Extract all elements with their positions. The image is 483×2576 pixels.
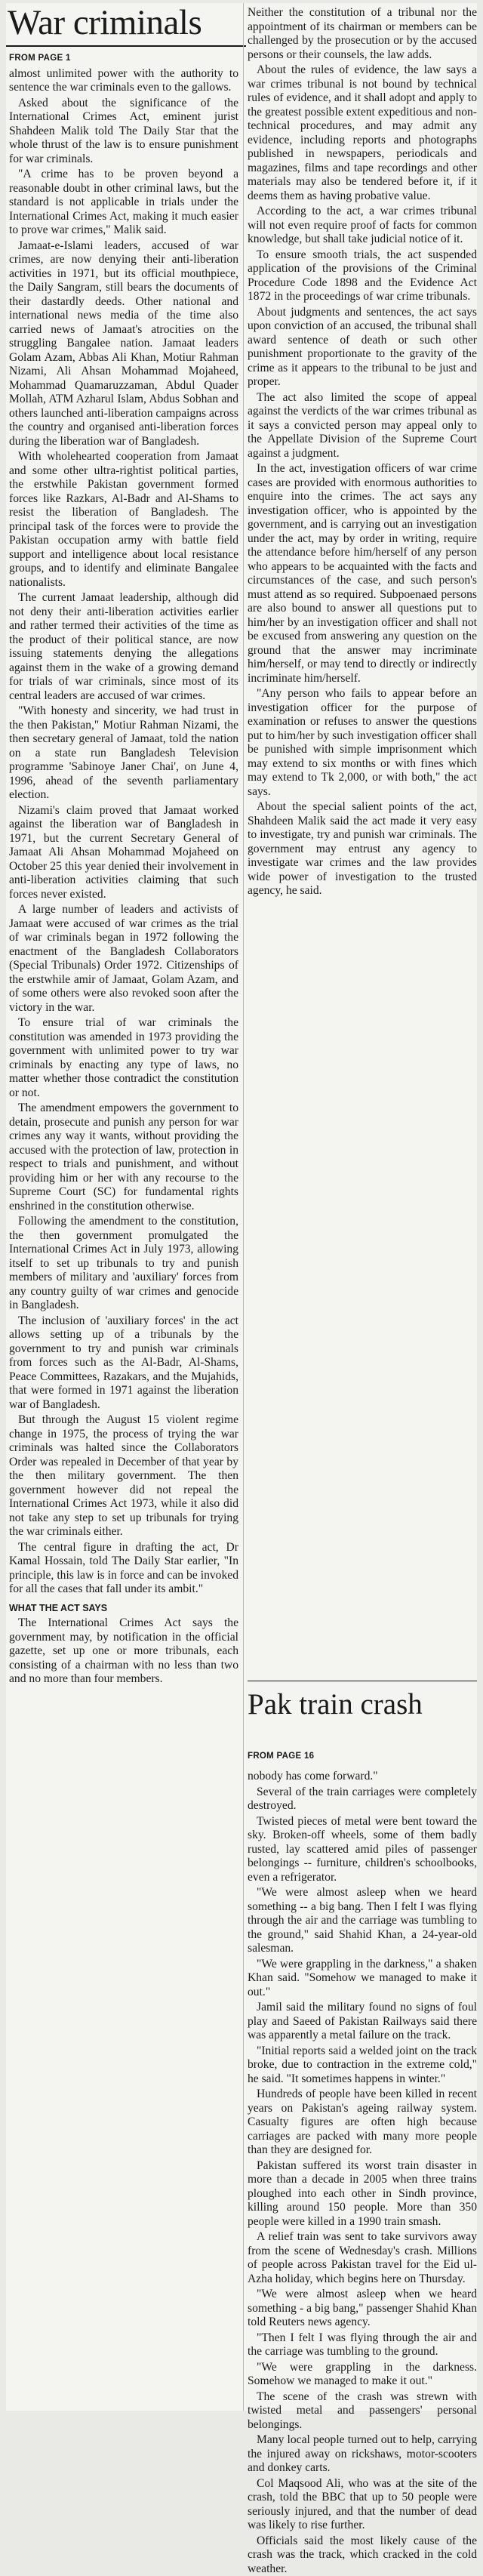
pak-train-crash-headline: Pak train crash <box>248 1688 477 1721</box>
paragraph: The central figure in drafting the act, Dr Kamal Hossain, told The Daily Star earlier, "In principle, this law is in force and can be invoked for all the cases that fall under its ambit." <box>9 1541 238 1597</box>
paragraph: "We were almost asleep when we heard something - a big bang," passenger Shahid Khan told Reuters news agency. <box>248 2288 477 2330</box>
paragraph: almost unlimited power with the authority to sentence the war criminals even to the gallows. <box>9 67 238 95</box>
paragraph: Pakistan suffered its worst train disaster in more than a decade in 2005 when three trains ploughed into each other in Sindh province, killing around 150 people. More than 350 people were killed in a 1990 train smash. <box>248 2159 477 2229</box>
paragraph: About the special salient points of the act, Shahdeen Malik said the act made it very easy to investigate, try and punish war criminals. The government may entrust any agency to investigate war crimes and the law provides wide power of investigation to the trusted agency, he said. <box>248 800 477 898</box>
paragraph: To ensure trial of war criminals the constitution was amended in 1973 providing the government with unlimited power to try war criminals by enacting any type of laws, no matter whether those contradict the constitution or not. <box>9 1016 238 1100</box>
paragraph: A relief train was sent to take survivors away from the scene of Wednesday's crash. Millions of people across Pakistan travel for the Eid ul-Azha holiday, which begins here on Thursday. <box>248 2230 477 2286</box>
paragraph: "Initial reports said a welded joint on the track broke, due to contraction in the extreme cold," he said. "It sometimes happens in winter." <box>248 2044 477 2087</box>
what-the-act-says-subhead: WHAT THE ACT SAYS <box>9 1601 238 1616</box>
paragraph: Col Maqsood Ali, who was at the site of the crash, told the BBC that up to 50 people were seriously injured, and that the number of dead was likely to rise further. <box>248 2477 477 2533</box>
paragraph: In the act, investigation officers of war crime cases are provided with enormous authorities to enquire into the crimes. The act says any investigation officer, who is appointed by the government, and is carrying out an investigation under the act, may by order in writing, require the attendance before him/herself of any person who appears to be acquainted with the facts and circumstances of the case, and such person's must attend as so required. Subpoenaed persons are also bound to answer all questions put to him/her by an investigation officer and shall not be excused from answering any question on the ground that the answer may incriminate him/herself, or may tend to directly or indirectly incriminate him/herself. <box>248 462 477 686</box>
paragraph: The scene of the crash was strewn with twisted metal and passengers' personal belongings. <box>248 2390 477 2433</box>
from-page-label: FROM PAGE 1 <box>9 51 238 66</box>
pak-train-crash-body <box>248 1770 477 2576</box>
paragraph: With wholehearted cooperation from Jamaat and some other ultra-rightist political parties, the erstwhile Pakistan government formed forces like Razkars, Al-Badr and Al-Shams to resist the liberation of Bangladesh. The principal task of the forces were to provide the Pakistan occupation army with battle field support and intelligence about local resistance groups, and to identify and eliminate Bangalee nationalists. <box>9 450 238 590</box>
paragraph: "Then I felt I was flying through the air and the carriage was tumbling to the ground. <box>248 2331 477 2359</box>
paragraph: Jamaat-e-Islami leaders, accused of war crimes, are now denying their anti-liberation activities in 1971, but its official mouthpiece, the Daily Sangram, still bears the documents of their dastardly deeds. Other national and international news media of the time also carried news of Jamaat's atrocities on the struggling Bangalee nation. Jamaat leaders Golam Azam, Abbas Ali Khan, Motiur Rahman Nizami, Ali Ahsan Mohammad Mojaheed, Mohammad Quamaruzzaman, Abdul Quader Mollah, ATM Azharul Islam, Abdus Sobhan and others launched anti-liberation campaigns across the country and organised anti-liberation forces during the liberation war of Bangladesh. <box>9 239 238 449</box>
war-criminals-body-left <box>9 67 238 1597</box>
paragraph: nobody has come forward." <box>248 1770 477 1784</box>
paragraph: Following the amendment to the constitution, the then government promulgated the International Crimes Act in July 1973, allowing itself to set up tribunals to try and punish members of military and 'auxiliary' forces from any country guilty of war crimes and genocide in Bangladesh. <box>9 1215 238 1313</box>
paragraph: Nizami's claim proved that Jamaat worked against the liberation war of Bangladesh in 1971, but the current Secretary General of Jamaat Ali Ahsan Mohammad Mojaheed on October 25 this year denied their involvement in anti-liberation activities claiming that such forces never existed. <box>9 804 238 902</box>
paragraph: About the rules of evidence, the law says a war crimes tribunal is not bound by technical rules of evidence, and it shall adopt and apply to the greatest possible extent expeditious and non-technical procedures, and may admit any evidence, including reports and photographs published in newspapers, periodicals and magazines, films and tape recordings and other materials may also be tendered before it, if it deems them as having probative value. <box>248 63 477 203</box>
headline-rule <box>6 45 246 47</box>
paragraph: The inclusion of 'auxiliary forces' in the act allows setting up of a tribunals by the government to try and punish war criminals from forces such as the Al-Badr, Al-Shams, Peace Committees, Razakars, and the Mujahids, that were formed in 1971 against the liberation war of Bangladesh. <box>9 1314 238 1413</box>
pak-train-crash-column <box>248 1770 477 2408</box>
war-criminals-column-left <box>9 48 238 2408</box>
war-criminals-body-right <box>248 6 477 898</box>
paragraph: Twisted pieces of metal were bent toward the sky. Broken-off wheels, some of them badly rusted, lay scattered amid piles of passenger belongings -- furniture, children's schoolbooks, even a refrigerator. <box>248 1815 477 1885</box>
from-page-16-label: FROM PAGE 16 <box>248 1752 314 1761</box>
paragraph: The amendment empowers the government to detain, prosecute and punish any person for war crimes any way it wants, without providing the accused with the protection of law, protection in respect to trials and punishment, and without providing him or her with any recourse to the Supreme Court (SC) for fundamental rights enshrined in the constitution otherwise. <box>9 1102 238 1213</box>
paragraph: "We were almost asleep when we heard something -- a big bang. Then I felt I was flying through the air and the carriage was tumbling to the ground," said Shahid Khan, a 24-year-old salesman. <box>248 1886 477 1956</box>
war-criminals-headline: War criminals <box>6 3 249 42</box>
war-criminals-body-after-subhead <box>9 1616 238 1687</box>
newspaper-page <box>6 3 477 2411</box>
war-criminals-column-right <box>248 6 477 1675</box>
paragraph: "With honesty and sincerity, we had trust in the then Pakistan," Motiur Rahman Nizami, the then secretary general of Jamaat, told the nation on a state run Bangladesh Television programme 'Sabinoye Janer Chai', on June 4, 1996, ahead of the seventh parliamentary election. <box>9 704 238 803</box>
paragraph: "Any person who fails to appear before an investigation officer for the purpose of examination or refuses to answer the questions put to him/her by such investigation officer shall be punished with simple imprisonment which may extend to six months or with fines which may extend to Tk 2,000, or with both," the act says. <box>248 687 477 799</box>
paragraph: Hundreds of people have been killed in recent years on Pakistan's ageing railway system. Casualty figures are often high because carriages are packed with many more people than they are designed for. <box>248 2088 477 2158</box>
paragraph: Several of the train carriages were completely destroyed. <box>248 1786 477 1813</box>
paragraph: Jamil said the military found no signs of foul play and Saeed of Pakistan Railways said there was apparently a metal failure on the track. <box>248 2001 477 2043</box>
paragraph: "We were grappling in the darkness. Somehow we managed to make it out." <box>248 2361 477 2389</box>
paragraph: Neither the constitution of a tribunal nor the appointment of its chairman or members can be challenged by the prosecution or by the accused persons or their counsels, the law adds. <box>248 6 477 62</box>
paragraph: The International Crimes Act says the government may, by notification in the official gazette, set up one or more tribunals, each consisting of a chairman with no less than two and no more than four members. <box>9 1616 238 1687</box>
paragraph: The current Jamaat leadership, although did not deny their anti-liberation activities earlier and rather termed their activities of the time as the product of their political stance, are now issuing statements denying the allegations against them in the wake of a growing demand for trials of war criminals, since most of its central leaders are accused of war crimes. <box>9 591 238 703</box>
paragraph: Asked about the significance of the International Crimes Act, eminent jurist Shahdeen Malik told The Daily Star that the whole thrust of the law is to ensure punishment for war criminals. <box>9 97 238 167</box>
paragraph: According to the act, a war crimes tribunal will not even require proof of facts for common knowledge, but shall take judicial notice of it. <box>248 205 477 247</box>
paragraph: The act also limited the scope of appeal against the verdicts of the war crimes tribunal as it says a convicted person may appeal only to the Appellate Division of the Supreme Court against a judgment. <box>248 391 477 461</box>
paragraph: A large number of leaders and activists of Jamaat were accused of war crimes as the trial of war criminals began in 1972 following the enactment of the Bangladesh Collaborators (Special Tribunals) Order 1972. Citizenships of the erstwhile amir of Jamaat, Golam Azam, and of some others were also revoked soon after the victory in the war. <box>9 903 238 1015</box>
paragraph: "We were grappling in the darkness," a shaken Khan said. "Somehow we managed to make it out." <box>248 1958 477 2000</box>
paragraph: About judgments and sentences, the act says upon conviction of an accused, the tribunal shall award sentence of death or such other punishment proportionate to the gravity of the crime as it appears to the tribunal to be just and proper. <box>248 306 477 390</box>
column-gutter <box>243 3 244 2411</box>
paragraph: To ensure smooth trials, the act suspended application of the provisions of the Criminal Procedure Code 1898 and the Evidence Act 1872 in the proceedings of war crime tribunals. <box>248 248 477 304</box>
paragraph: Many local people turned out to help, carrying the injured away on rickshaws, motor-scooters and donkey carts. <box>248 2433 477 2476</box>
paragraph: But through the August 15 violent regime change in 1975, the process of trying the war criminals was halted since the Collaborators Order was repealed in December of that year by the then military government. The then government however did not repeal the International Crimes Act 1973, while it also did not take any step to set up tribunals for trying the war criminals either. <box>9 1413 238 1539</box>
paragraph: "A crime has to be proven beyond a reasonable doubt in other criminal laws, but the standard is not applicable in trials under the International Crimes Act, making it much easier to prove war crimes," Malik said. <box>9 168 238 238</box>
paragraph: Officials said the most likely cause of the crash was the track, which cracked in the cold weather. <box>248 2534 477 2576</box>
